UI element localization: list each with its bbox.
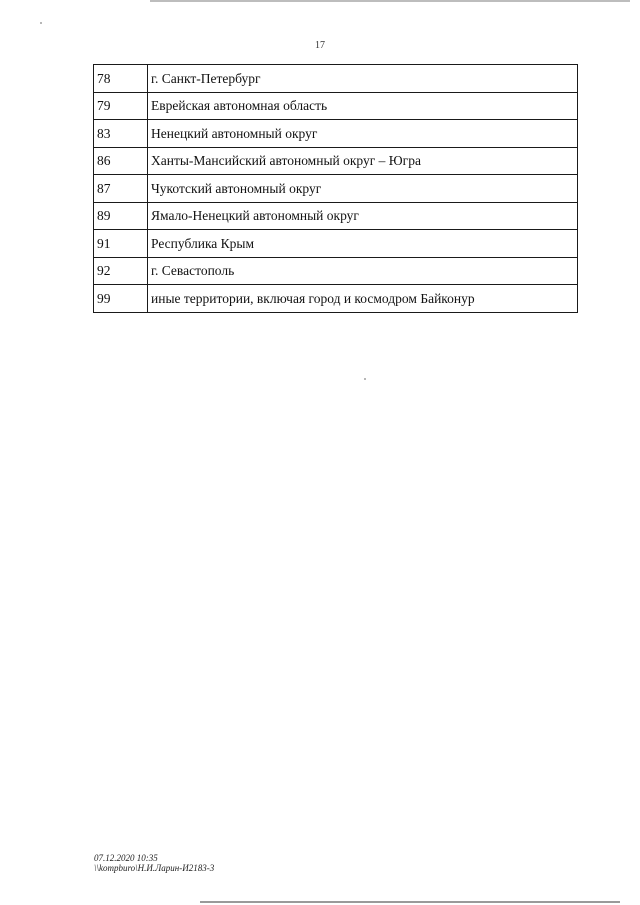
region-name-cell: Республика Крым xyxy=(148,230,578,258)
footer-file-path: \\kompburo\Н.И.Ларин-И2183-3 xyxy=(94,863,215,873)
table-row xyxy=(94,230,578,258)
region-name-cell: Ханты-Мансийский автономный округ – Югра xyxy=(148,147,578,175)
table-row xyxy=(94,175,578,203)
region-code-cell: 78 xyxy=(94,65,148,93)
scan-edge-top xyxy=(150,0,630,2)
region-code-cell: 79 xyxy=(94,92,148,120)
region-code-cell: 86 xyxy=(94,147,148,175)
region-name-cell: Ямало-Ненецкий автономный округ xyxy=(148,202,578,230)
table-row xyxy=(94,92,578,120)
region-name-cell: г. Севастополь xyxy=(148,257,578,285)
region-name-cell: Чукотский автономный округ xyxy=(148,175,578,203)
region-code-cell: 87 xyxy=(94,175,148,203)
region-name-cell: Еврейская автономная область xyxy=(148,92,578,120)
region-code-cell: 99 xyxy=(94,285,148,313)
region-name-cell: иные территории, включая город и космодром Байконур xyxy=(148,285,578,313)
document-footer xyxy=(94,853,214,873)
region-code-cell: 92 xyxy=(94,257,148,285)
table-row xyxy=(94,285,578,313)
region-code-cell: 83 xyxy=(94,120,148,148)
table-body xyxy=(94,65,578,313)
region-code-cell: 89 xyxy=(94,202,148,230)
region-name-cell: Ненецкий автономный округ xyxy=(148,120,578,148)
table-row xyxy=(94,257,578,285)
scan-speck xyxy=(40,22,42,24)
table-row xyxy=(94,202,578,230)
region-codes-table xyxy=(93,64,578,313)
scan-speck xyxy=(364,378,366,380)
region-name-cell: г. Санкт-Петербург xyxy=(148,65,578,93)
footer-timestamp: 07.12.2020 10:35 xyxy=(94,853,158,863)
table-row xyxy=(94,65,578,93)
scan-edge-bottom xyxy=(200,901,620,903)
table-row xyxy=(94,120,578,148)
page-number: 17 xyxy=(315,40,325,51)
table-row xyxy=(94,147,578,175)
region-code-cell: 91 xyxy=(94,230,148,258)
